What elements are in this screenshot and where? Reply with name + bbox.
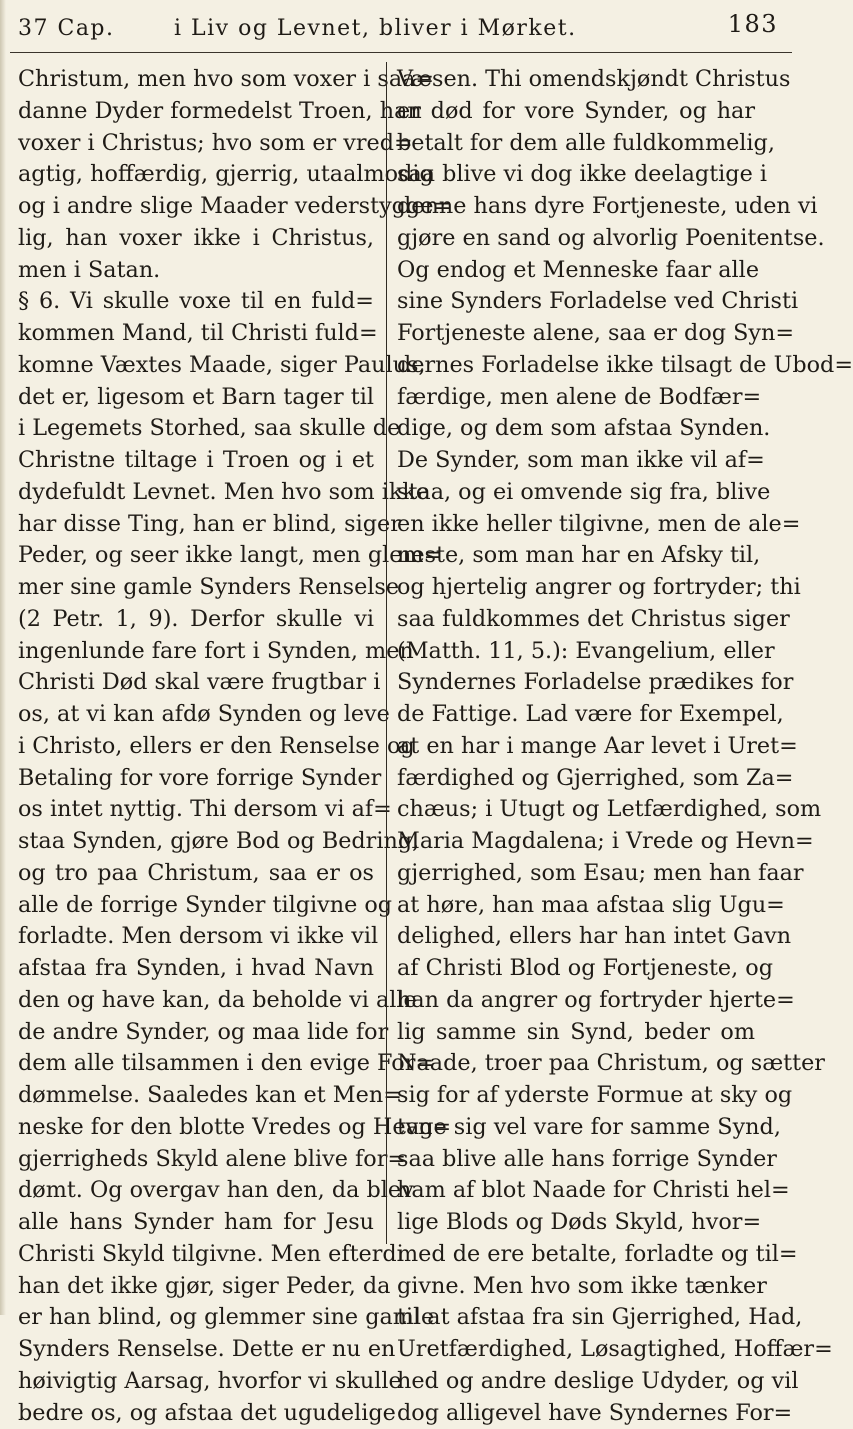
text-line: og tro paa Christum, saa er os	[18, 858, 374, 890]
text-line: dige, og dem som afstaa Synden.	[397, 413, 755, 445]
column-divider	[386, 62, 387, 1244]
text-line: og i andre slige Maader vederstygge=	[18, 191, 374, 223]
text-line: § 6. Vi skulle voxe til en fuld=	[18, 286, 374, 318]
text-line: kommen Mand, til Christi fuld=	[18, 318, 374, 350]
text-line: Peder, og seer ikke langt, men glem=	[18, 540, 374, 572]
text-line: af Christi Blod og Fortjeneste, og	[397, 953, 755, 985]
text-line: færdige, men alene de Bodfær=	[397, 382, 755, 414]
text-line: sig for af yderste Formue at sky og	[397, 1080, 755, 1112]
text-line: os, at vi kan afdø Synden og leve	[18, 699, 374, 731]
text-line: ingenlunde fare fort i Synden, men	[18, 636, 374, 668]
text-line: dog alligevel have Syndernes For=	[397, 1398, 755, 1429]
running-header	[14, 8, 794, 48]
text-line: neske for den blotte Vredes og Hevn=	[18, 1112, 374, 1144]
text-line: høivigtig Aarsag, hvorfor vi skulle	[18, 1366, 374, 1398]
text-line: hed og andre deslige Udyder, og vil	[397, 1366, 755, 1398]
text-line: gjerrighed, som Esau; men han faar	[397, 858, 755, 890]
text-line: staa Synden, gjøre Bod og Bedring,	[18, 826, 374, 858]
text-line: Christi Skyld tilgivne. Men efterdi	[18, 1239, 374, 1271]
text-line: De Synder, som man ikke vil af=	[397, 445, 755, 477]
text-line: saa fuldkommes det Christus siger	[397, 604, 755, 636]
text-line: Christi Død skal være frugtbar i	[18, 667, 374, 699]
text-line: en ikke heller tilgivne, men de ale=	[397, 509, 755, 541]
text-line: dem alle tilsammen i den evige For=	[18, 1048, 374, 1080]
text-line: betalt for dem alle fuldkommelig,	[397, 128, 755, 160]
text-line: Christne tiltage i Troen og i et	[18, 445, 374, 477]
text-line: (2 Petr. 1, 9). Derfor skulle vi	[18, 604, 374, 636]
text-line: chæus; i Utugt og Letfærdighed, som	[397, 794, 755, 826]
text-line: i Christo, ellers er den Renselse og	[18, 731, 374, 763]
text-line: at høre, han maa afstaa slig Ugu=	[397, 890, 755, 922]
text-line: Christum, men hvo som voxer i saa=	[18, 64, 374, 96]
text-line: men i Satan.	[18, 255, 374, 287]
text-line: tage sig vel vare for samme Synd,	[397, 1112, 755, 1144]
text-line: dernes Forladelse ikke tilsagt de Ubod=	[397, 350, 755, 382]
text-line: Uretfærdighed, Løsagtighed, Hoffær=	[397, 1334, 755, 1366]
text-line: denne hans dyre Fortjeneste, uden vi	[397, 191, 755, 223]
text-line: Synders Renselse. Dette er nu en	[18, 1334, 374, 1366]
text-line: (Matth. 11, 5.): Evangelium, eller	[397, 636, 755, 668]
text-line: agtig, hoffærdig, gjerrig, utaalmodig	[18, 159, 374, 191]
text-line: neste, som man har en Afsky til,	[397, 540, 755, 572]
running-title: i Liv og Levnet, bliver i Mørket.	[174, 16, 577, 41]
text-line: saa blive vi dog ikke deelagtige i	[397, 159, 755, 191]
text-line: de andre Synder, og maa lide for	[18, 1017, 374, 1049]
text-line: i Legemets Storhed, saa skulle de	[18, 413, 374, 445]
left-column	[18, 64, 374, 1429]
text-line: lig, han voxer ikke i Christus,	[18, 223, 374, 255]
text-line: er han blind, og glemmer sine gamle	[18, 1302, 374, 1334]
text-line: Fortjeneste alene, saa er dog Syn=	[397, 318, 755, 350]
text-line: afstaa fra Synden, i hvad Navn	[18, 953, 374, 985]
text-line: Betaling for vore forrige Synder	[18, 763, 374, 795]
text-line: dømt. Og overgav han den, da blev	[18, 1175, 374, 1207]
text-line: gjøre en sand og alvorlig Poenitentse.	[397, 223, 755, 255]
chapter-label: 37 Cap.	[18, 16, 115, 41]
text-line: at en har i mange Aar levet i Uret=	[397, 731, 755, 763]
text-line: delighed, ellers har han intet Gavn	[397, 921, 755, 953]
text-line: os intet nyttig. Thi dersom vi af=	[18, 794, 374, 826]
text-line: sine Synders Forladelse ved Christi	[397, 286, 755, 318]
text-line: til at afstaa fra sin Gjerrighed, Had,	[397, 1302, 755, 1334]
text-line: Naade, troer paa Christum, og sætter	[397, 1048, 755, 1080]
page-binding-shadow	[0, 0, 6, 1315]
text-line: alle de forrige Synder tilgivne og	[18, 890, 374, 922]
header-rule	[10, 52, 792, 53]
text-line: staa, og ei omvende sig fra, blive	[397, 477, 755, 509]
text-line: komne Væxtes Maade, siger Paulus,	[18, 350, 374, 382]
text-line: er død for vore Synder, og har	[397, 96, 755, 128]
page-number: 183	[728, 10, 778, 38]
text-line: alle hans Synder ham for Jesu	[18, 1207, 374, 1239]
text-line: de Fattige. Lad være for Exempel,	[397, 699, 755, 731]
text-line: han det ikke gjør, siger Peder, da	[18, 1271, 374, 1303]
text-line: ham af blot Naade for Christi hel=	[397, 1175, 755, 1207]
text-line: danne Dyder formedelst Troen, han	[18, 96, 374, 128]
text-line: saa blive alle hans forrige Synder	[397, 1144, 755, 1176]
text-line: Syndernes Forladelse prædikes for	[397, 667, 755, 699]
text-line: mer sine gamle Synders Renselse	[18, 572, 374, 604]
text-line: gjerrigheds Skyld alene blive for=	[18, 1144, 374, 1176]
text-line: færdighed og Gjerrighed, som Za=	[397, 763, 755, 795]
text-line: dydefuldt Levnet. Men hvo som ikke	[18, 477, 374, 509]
text-line: han da angrer og fortryder hjerte=	[397, 985, 755, 1017]
text-line: har disse Ting, han er blind, siger	[18, 509, 374, 541]
text-line: med de ere betalte, forladte og til=	[397, 1239, 755, 1271]
text-line: Maria Magdalena; i Vrede og Hevn=	[397, 826, 755, 858]
text-line: givne. Men hvo som ikke tænker	[397, 1271, 755, 1303]
text-line: dømmelse. Saaledes kan et Men=	[18, 1080, 374, 1112]
text-line: forladte. Men dersom vi ikke vil	[18, 921, 374, 953]
text-line: det er, ligesom et Barn tager til	[18, 382, 374, 414]
text-line: lig samme sin Synd, beder om	[397, 1017, 755, 1049]
right-column	[397, 64, 755, 1429]
text-line: voxer i Christus; hvo som er vred=	[18, 128, 374, 160]
text-line: lige Blods og Døds Skyld, hvor=	[397, 1207, 755, 1239]
text-line: Væsen. Thi omendskjøndt Christus	[397, 64, 755, 96]
text-line: bedre os, og afstaa det ugudelige	[18, 1398, 374, 1429]
text-line: den og have kan, da beholde vi alle	[18, 985, 374, 1017]
text-line: og hjertelig angrer og fortryder; thi	[397, 572, 755, 604]
text-line: Og endog et Menneske faar alle	[397, 255, 755, 287]
